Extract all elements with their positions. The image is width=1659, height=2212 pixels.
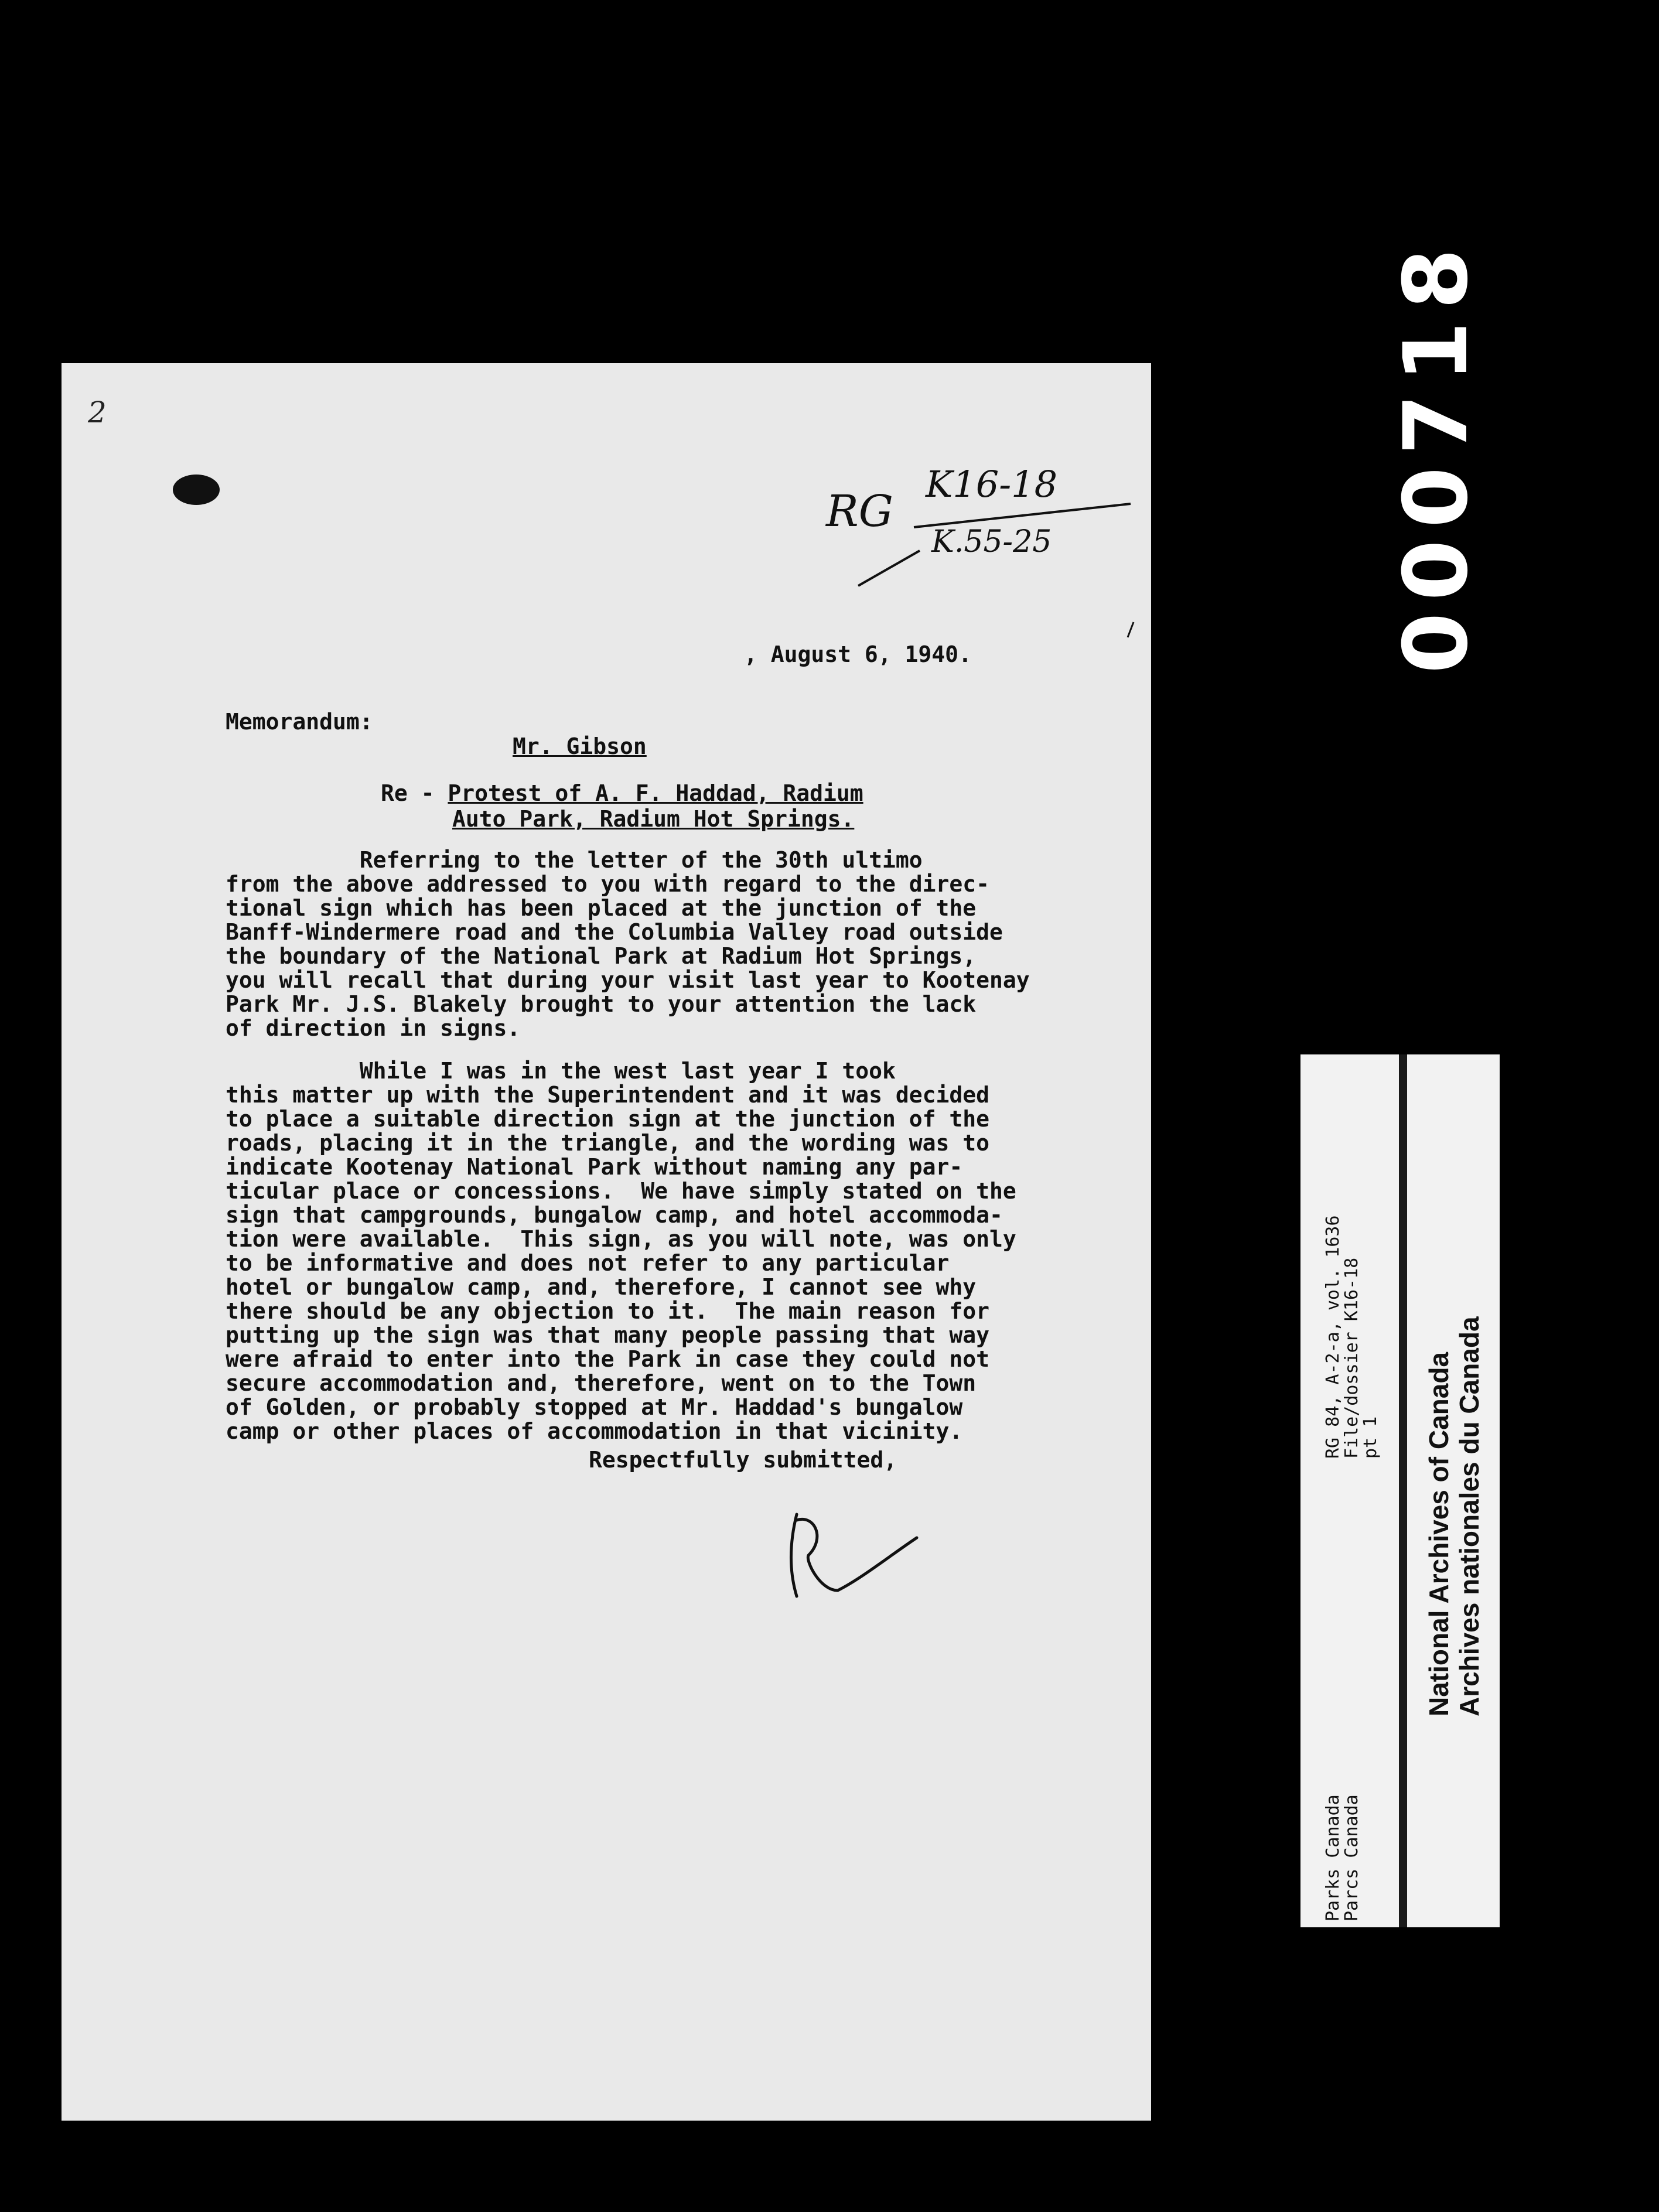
body-paragraph-1: Referring to the letter of the 30th ultimo from the above addressed to you with regard to the direc- tional sign which has been placed at the junction of the Banff-Windermere road and the Columbia Valley road outside the boundary of the National Park at Radium Hot Springs, you will recall that during your visit last year to Kootenay Park Mr. J.S. Blakely brought to your attention the lack of direction in signs. (226, 847, 1030, 1041)
archive-name (1424, 1316, 1484, 1716)
closing-line: Respectfully submitted, (589, 1447, 897, 1473)
handwritten-file-note (826, 463, 1177, 615)
handwritten-signature (773, 1503, 926, 1608)
archive-name-en: National Archives of Canada (1424, 1351, 1454, 1716)
agency-name-fr: Parcs Canada (1341, 1794, 1362, 1921)
reference-line-1: RG 84, A-2-a, vol. 1636 (1323, 1215, 1343, 1459)
punch-hole (173, 475, 220, 505)
memo-addressee: Mr. Gibson (513, 733, 647, 759)
memo-date: , August 6, 1940. (744, 641, 972, 667)
stray-pen-mark (1125, 621, 1136, 639)
frame-number-text: 000718 (1385, 236, 1487, 674)
reference-line-2: File/dossier K16-18 (1341, 1257, 1362, 1459)
file-note-initials: RG (826, 486, 893, 537)
memo-label: Memorandum: (226, 709, 373, 735)
corner-handwritten-mark: 2 (88, 395, 107, 429)
agency-name-en: Parks Canada (1323, 1794, 1343, 1921)
subject-text-line2: Auto Park, Radium Hot Springs. (452, 806, 855, 832)
memo-page (62, 363, 1151, 2121)
subject-line (381, 780, 863, 832)
frame-number (1385, 217, 1487, 674)
label-divider (1399, 1054, 1407, 1927)
archive-name-fr: Archives nationales du Canada (1454, 1316, 1484, 1716)
archive-label-strip (1300, 1054, 1500, 1927)
subject-text-line1: Protest of A. F. Haddad, Radium (448, 780, 863, 806)
file-note-line1: K16-18 (926, 463, 1058, 506)
reference-line-3: pt 1 (1360, 1416, 1381, 1459)
archive-reference (1324, 1216, 1380, 1459)
agency-name (1324, 1794, 1361, 1921)
body-paragraph-2: While I was in the west last year I took this matter up with the Superintendent and it was decided to place a suitable direction sign at the junction of the roads, placing it in the triangle, and the wording was to indicate Kootenay National Park without naming any par- ticular place or concessions. We have simply stated on the sign that campgrounds, bungalow camp, and hotel accommoda- tion were available. This sign, as you will note, was only to be informative and does not refer to any particular hotel or bungalow camp, and, therefore, I cannot see why there should be any objection to it. The main reason for putting up the sign was that many people passing that way were afraid to enter into the Park in case they could not secure accommodation and, therefore, went on to the Town of Golden, or probably stopped at Mr. Haddad's bungalow camp or other places of accommodation in that vicinity. (226, 1058, 1016, 1444)
file-note-line2: K.55-25 (931, 524, 1052, 559)
subject-prefix: Re - (381, 780, 435, 806)
